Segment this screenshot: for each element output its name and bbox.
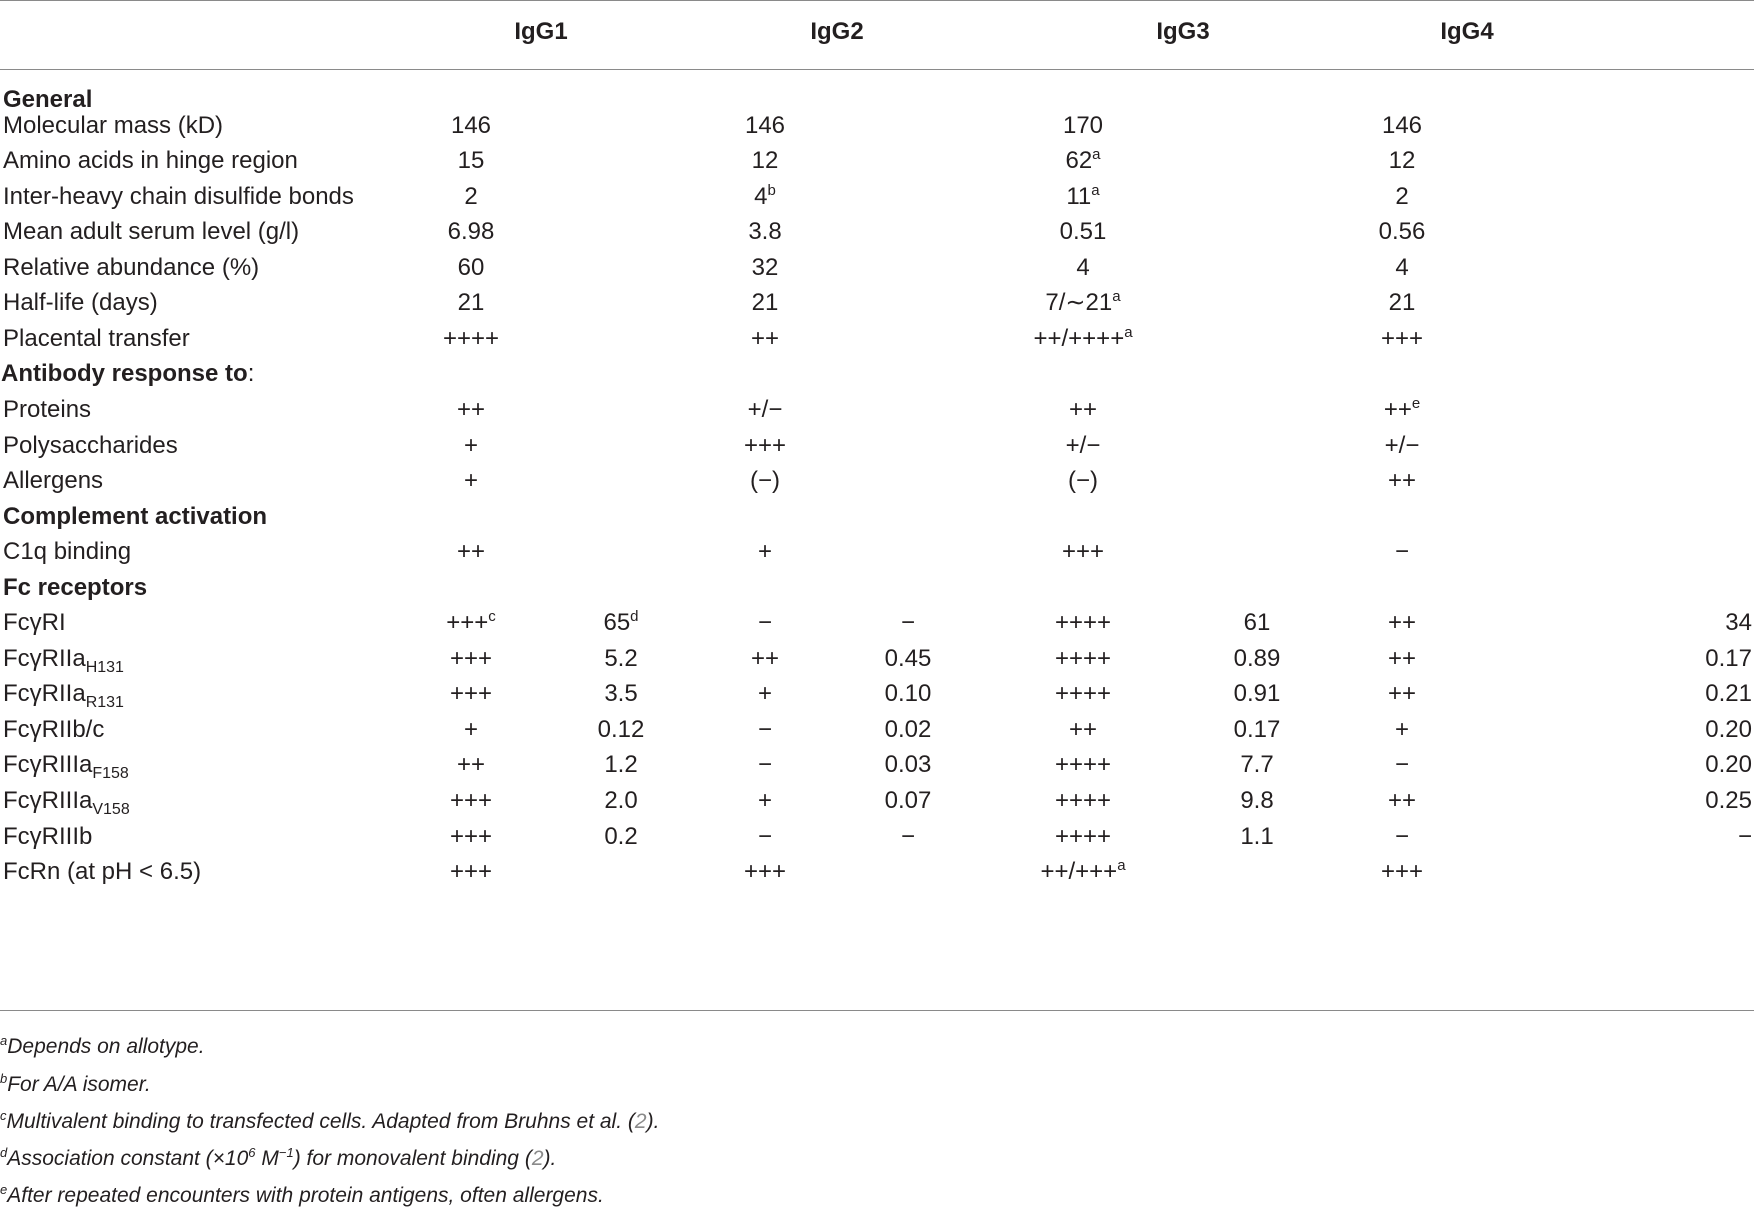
row-label-subscript: R131	[85, 694, 124, 711]
row-label	[3, 817, 92, 857]
table-row	[0, 639, 1754, 679]
table-row	[0, 781, 1754, 821]
section-title: Complement activation	[3, 503, 268, 530]
cell-igg2-affinity: 0.02	[884, 716, 932, 743]
cell-igg3	[1066, 177, 1099, 217]
cell-igg1: +	[463, 432, 479, 459]
row-label: Mean adult serum level (g/l)	[3, 218, 300, 245]
footnote-c	[0, 1107, 659, 1137]
cell-igg2-affinity: 0.07	[884, 787, 932, 814]
cell-igg1-affinity: 2.0	[604, 787, 638, 814]
table-header-row	[0, 12, 1754, 52]
cell-igg3-affinity: 0.17	[1233, 716, 1281, 743]
cell-igg3-affinity: 9.8	[1240, 787, 1274, 814]
header-divider-rule	[0, 69, 1754, 70]
cell-igg1: +	[463, 716, 479, 743]
cell-igg1-affinity: 1.2	[604, 751, 638, 778]
row-label: Placental transfer	[3, 325, 190, 352]
cell-igg2: +++	[743, 432, 787, 459]
cell-igg3-affinity: 61	[1243, 609, 1271, 636]
table-row	[0, 745, 1754, 785]
footnote-mark: e	[1411, 395, 1421, 412]
cell-igg1: +++	[449, 645, 493, 672]
cell-igg4: +	[1394, 716, 1410, 743]
cell-igg4: ++	[1387, 680, 1417, 707]
cell-value: +++	[446, 609, 489, 636]
row-label-subscript: H131	[85, 659, 124, 676]
cell-igg2: +/−	[747, 396, 783, 423]
cell-igg1-affinity: 5.2	[604, 645, 638, 672]
row-label-text: FcγRI	[3, 609, 66, 636]
table-row	[0, 817, 1754, 857]
cell-igg3: ++++	[1054, 751, 1112, 778]
cell-igg4: 4	[1395, 254, 1409, 281]
cell-igg3: 0.51	[1059, 218, 1107, 245]
row-label	[3, 745, 129, 785]
cell-igg1: 15	[457, 147, 485, 174]
cell-igg4: 0.56	[1378, 218, 1426, 245]
cell-igg3: 4	[1076, 254, 1090, 281]
section-title: General	[3, 86, 93, 113]
cell-igg1-affinity	[603, 603, 638, 643]
row-label-text: FcγRIIa	[3, 680, 86, 707]
cell-igg3-affinity: 1.1	[1240, 823, 1274, 850]
row-label	[3, 603, 66, 643]
cell-igg2	[754, 177, 776, 217]
header-igg1: IgG1	[514, 18, 568, 45]
row-label	[3, 852, 201, 892]
row-label: Allergens	[3, 467, 104, 494]
footnote-unit: M	[255, 1147, 279, 1170]
footnote-mark: b	[767, 182, 776, 199]
table-row	[0, 106, 1754, 146]
cell-igg1: 2	[464, 183, 478, 210]
cell-igg3: ++	[1068, 396, 1098, 423]
cell-igg2: (−)	[750, 467, 780, 494]
header-igg3: IgG3	[1156, 18, 1210, 45]
cell-igg2: 3.8	[748, 218, 782, 245]
footnote-mark: c	[488, 608, 496, 625]
cell-igg4-affinity: 0.25	[1705, 787, 1752, 814]
cell-igg2-affinity: −	[900, 609, 916, 636]
footnote-text: ) for monovalent binding (	[293, 1147, 532, 1170]
reference-link[interactable]: 2	[634, 1110, 647, 1133]
row-label-text: FcγRIIa	[3, 645, 86, 672]
cell-igg4: ++	[1387, 467, 1417, 494]
cell-igg1: +++	[449, 858, 493, 885]
table-row	[0, 426, 1754, 466]
cell-igg2: +	[757, 680, 773, 707]
cell-igg2-affinity: 0.45	[884, 645, 932, 672]
footnote-text: After repeated encounters with protein antigens, often allergens.	[7, 1184, 604, 1207]
cell-value: 65	[603, 609, 631, 636]
cell-igg3	[1040, 852, 1125, 892]
row-label-text: FcγRIIb/c	[3, 716, 105, 743]
cell-igg2: −	[757, 716, 773, 743]
header-igg4: IgG4	[1440, 18, 1494, 45]
cell-igg1: 6.98	[447, 218, 495, 245]
row-label-text: FcγRIIIa	[3, 787, 93, 814]
cell-igg1: ++++	[442, 325, 500, 352]
table-row	[0, 710, 1754, 750]
footnote-mark: a	[1112, 288, 1121, 305]
row-label	[3, 710, 104, 750]
cell-igg2-affinity: 0.03	[884, 751, 932, 778]
cell-igg1: +++	[449, 680, 493, 707]
cell-value: 7/∼21	[1045, 289, 1113, 316]
cell-igg3	[1033, 319, 1132, 359]
cell-igg4: −	[1394, 538, 1410, 565]
exponent: −1	[278, 1145, 294, 1160]
section-title	[1, 354, 254, 394]
table-row	[0, 390, 1754, 430]
cell-igg3: ++++	[1054, 823, 1112, 850]
cell-igg3: ++++	[1054, 680, 1112, 707]
cell-igg4: 12	[1388, 147, 1416, 174]
cell-igg4: 146	[1381, 112, 1423, 139]
row-label-subscript: F158	[92, 765, 129, 782]
row-label-text: FcγRIIIb	[3, 823, 93, 850]
footnote-text: Multivalent binding to transfected cells. Adapted from Bruhns et al. (	[6, 1110, 635, 1133]
footnote-tail: ).	[646, 1110, 660, 1133]
footnote-mark: a	[1117, 857, 1126, 874]
footnote-mark: a	[1124, 324, 1133, 341]
cell-igg2: +++	[743, 858, 787, 885]
table-bottom-rule	[0, 1010, 1754, 1011]
cell-igg4-affinity: 0.20	[1705, 716, 1752, 743]
cell-igg3-affinity: 0.91	[1233, 680, 1281, 707]
section-antibody-response	[0, 354, 1754, 394]
exponent: 6	[248, 1145, 256, 1160]
cell-igg4: +/−	[1384, 432, 1420, 459]
cell-igg4: −	[1394, 751, 1410, 778]
cell-igg3: ++++	[1054, 609, 1112, 636]
table-row	[0, 248, 1754, 288]
cell-igg1-affinity: 3.5	[604, 680, 638, 707]
row-label: Polysaccharides	[3, 432, 178, 459]
cell-igg4-affinity: −	[1737, 823, 1752, 850]
cell-igg3: ++++	[1054, 645, 1112, 672]
cell-igg2: 146	[744, 112, 786, 139]
row-label: Half-life (days)	[3, 289, 158, 316]
cell-igg1: 60	[457, 254, 485, 281]
row-label: Proteins	[3, 396, 92, 423]
row-label: Inter-heavy chain disulfide bonds	[3, 183, 354, 210]
cell-igg1: +	[463, 467, 479, 494]
cell-igg1: +++	[449, 823, 493, 850]
cell-igg4: +++	[1380, 325, 1424, 352]
footnote-a	[0, 1032, 205, 1062]
table-row	[0, 532, 1754, 572]
cell-value: ++/+++	[1040, 858, 1118, 885]
cell-igg3-affinity: 7.7	[1240, 751, 1274, 778]
table-row	[0, 319, 1754, 359]
cell-igg1: +++	[449, 787, 493, 814]
footnote-text: Depends on allotype.	[7, 1035, 205, 1058]
cell-igg1: 146	[450, 112, 492, 139]
table-row	[0, 283, 1754, 323]
cell-igg2: −	[757, 751, 773, 778]
cell-igg4-affinity: 0.17	[1705, 645, 1752, 672]
table-row	[0, 603, 1754, 643]
cell-igg3: ++++	[1054, 787, 1112, 814]
cell-value: ++	[1383, 396, 1412, 423]
cell-igg4-affinity: 0.20	[1705, 751, 1752, 778]
cell-igg3: ++	[1068, 716, 1098, 743]
row-label: C1q binding	[3, 538, 132, 565]
footnote-d	[0, 1144, 556, 1174]
cell-igg2: 12	[751, 147, 779, 174]
cell-igg4: ++	[1387, 609, 1417, 636]
cell-igg2: ++	[750, 645, 780, 672]
row-label: Molecular mass (kD)	[3, 112, 224, 139]
cell-value: ++/++++	[1033, 325, 1125, 352]
section-title: Fc receptors	[3, 574, 148, 601]
row-label-text: FcγRIIIa	[3, 751, 93, 778]
footnote-e	[0, 1181, 604, 1211]
table-row	[0, 212, 1754, 252]
section-complement-activation	[0, 497, 1754, 537]
section-title-colon: :	[247, 360, 255, 387]
row-label: Amino acids in hinge region	[3, 147, 298, 174]
footnote-mark: d	[0, 1145, 8, 1160]
footnote-mark: a	[0, 1033, 8, 1048]
cell-igg3	[1065, 141, 1100, 181]
footnote-mark: c	[0, 1108, 7, 1123]
cell-igg2: −	[757, 823, 773, 850]
row-label	[3, 639, 124, 679]
section-title-text: Antibody response to	[1, 360, 248, 387]
cell-value: 4	[754, 183, 768, 210]
section-fc-receptors	[0, 568, 1754, 608]
footnote-mark: b	[0, 1071, 8, 1086]
footnote-mark: d	[630, 608, 639, 625]
table-top-rule	[0, 0, 1754, 1]
footnote-b	[0, 1070, 151, 1100]
cell-igg4-affinity: 34	[1725, 609, 1752, 636]
cell-igg1-affinity: 0.12	[597, 716, 645, 743]
cell-igg4: 21	[1388, 289, 1416, 316]
footnote-tail: ).	[543, 1147, 557, 1170]
cell-igg4: −	[1394, 823, 1410, 850]
cell-igg3	[1045, 283, 1120, 323]
cell-igg1-affinity: 0.2	[604, 823, 638, 850]
cell-igg1: ++	[456, 396, 486, 423]
row-label-text: FcRn (at pH < 6.5)	[3, 858, 202, 885]
reference-link[interactable]: 2	[531, 1147, 544, 1170]
cell-igg4: ++	[1387, 645, 1417, 672]
cell-igg3: +++	[1061, 538, 1105, 565]
cell-igg1	[446, 603, 496, 643]
table-row	[0, 674, 1754, 714]
cell-igg2: −	[757, 609, 773, 636]
table-row	[0, 177, 1754, 217]
cell-igg1: 21	[457, 289, 485, 316]
cell-igg4-affinity: 0.21	[1705, 680, 1752, 707]
row-label-subscript: V158	[92, 801, 130, 818]
cell-igg4: ++	[1387, 787, 1417, 814]
cell-value: 11	[1066, 183, 1092, 210]
cell-igg2-affinity: 0.10	[884, 680, 932, 707]
table-row	[0, 461, 1754, 501]
footnote-mark: e	[0, 1182, 8, 1197]
footnote-mark: a	[1091, 182, 1100, 199]
cell-igg4	[1384, 390, 1420, 430]
cell-igg2: 32	[751, 254, 779, 281]
cell-igg1: ++	[456, 751, 486, 778]
cell-igg1: ++	[456, 538, 486, 565]
cell-igg2: ++	[750, 325, 780, 352]
footnote-mark: a	[1092, 146, 1101, 163]
row-label	[3, 674, 124, 714]
cell-igg3: +/−	[1065, 432, 1101, 459]
cell-igg3: 170	[1062, 112, 1104, 139]
cell-igg2: 21	[751, 289, 779, 316]
footnote-text: For A/A isomer.	[7, 1073, 151, 1096]
cell-igg4: 2	[1395, 183, 1409, 210]
table-row	[0, 141, 1754, 181]
cell-value: 62	[1065, 147, 1093, 174]
row-label	[3, 781, 130, 821]
cell-igg3-affinity: 0.89	[1233, 645, 1281, 672]
header-igg2: IgG2	[810, 18, 864, 45]
row-label: Relative abundance (%)	[3, 254, 260, 281]
cell-igg2: +	[757, 787, 773, 814]
footnote-text: Association constant (×10	[7, 1147, 249, 1170]
cell-igg4: +++	[1380, 858, 1424, 885]
cell-igg2-affinity: −	[900, 823, 916, 850]
table-row	[0, 852, 1754, 892]
cell-igg2: +	[757, 538, 773, 565]
cell-igg3: (−)	[1068, 467, 1098, 494]
